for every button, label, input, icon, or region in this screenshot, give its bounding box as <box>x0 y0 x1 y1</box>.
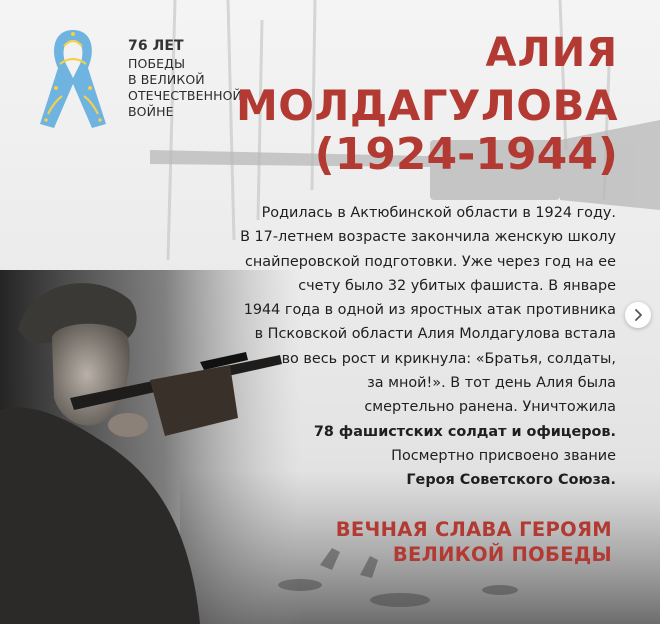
badge-line: В ВЕЛИКОЙ <box>128 72 205 87</box>
bio-line: смертельно ранена. Уничтожила <box>364 399 616 416</box>
bio-line: Посмертно присвоено звание <box>391 447 616 464</box>
hero-years: (1924-1944) <box>314 129 618 180</box>
badge-line: ОТЕЧЕСТВЕННОЙ <box>128 88 242 103</box>
bio-line: во весь рост и крикнула: «Братья, солдаты, <box>281 350 616 367</box>
bio-line-highlight: 78 фашистских солдат и офицеров. <box>313 423 616 440</box>
hero-first-name: АЛИЯ <box>485 30 618 76</box>
viewer-edge <box>660 0 667 624</box>
bio-line: счету было 32 убитых фашиста. В январе <box>298 277 616 294</box>
glory-line: ВЕЛИКОЙ ПОБЕДЫ <box>392 543 612 566</box>
badge-line: ПОБЕДЫ <box>128 56 186 71</box>
biography-text <box>156 201 616 493</box>
bio-line: за мной!». В тот день Алия была <box>367 375 616 392</box>
glory-slogan <box>336 517 612 567</box>
bio-line: снайперовской подготовки. Уже через год на ее <box>244 253 616 270</box>
bio-line: 1944 года в одной из яростных атак противника <box>243 302 616 319</box>
awareness-ribbon-icon <box>34 24 112 130</box>
bio-line-highlight: Героя Советского Союза. <box>406 472 616 489</box>
bio-line: В 17-летнем возрасте закончила женскую школу <box>240 229 616 246</box>
hero-last-name: МОЛДАГУЛОВА <box>235 81 618 130</box>
badge-title: 76 ЛЕТ <box>128 38 184 54</box>
bio-line: в Псковской области Алия Молдагулова встала <box>254 326 616 343</box>
badge-line: ВОЙНЕ <box>128 104 174 119</box>
glory-line: ВЕЧНАЯ СЛАВА ГЕРОЯМ <box>335 518 612 541</box>
bio-line: Родилась в Актюбинской области в 1924 году. <box>261 205 616 221</box>
next-slide-button[interactable] <box>625 302 651 328</box>
chevron-right-icon <box>633 309 643 321</box>
